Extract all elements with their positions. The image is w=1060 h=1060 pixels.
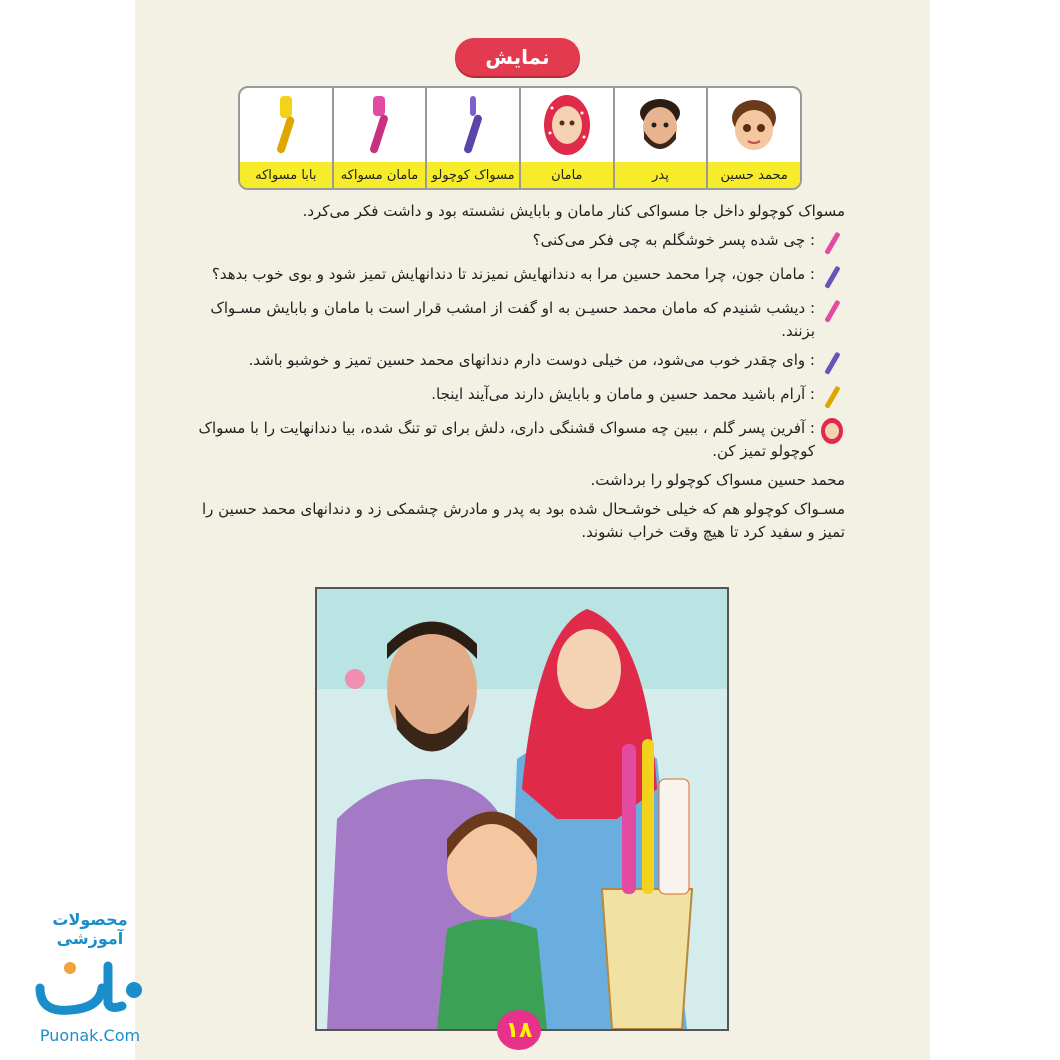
story-outro-1: محمد حسین مسواک کوچولو را برداشت. — [590, 471, 845, 489]
dialog-line — [180, 229, 845, 257]
yellow-toothbrush-icon — [266, 92, 306, 158]
family-bathroom-illustration — [315, 587, 729, 1031]
cast-cell-mother — [519, 88, 613, 188]
dialog-line — [180, 263, 845, 291]
pink-toothbrush-icon — [359, 92, 399, 158]
boy-face-icon — [728, 96, 780, 154]
puonak-logo-icon — [30, 948, 150, 1018]
mother-face-icon — [542, 93, 592, 157]
cast-label: مامان — [521, 162, 613, 188]
purple-toothbrush-icon — [453, 92, 493, 158]
pink-toothbrush-icon — [819, 297, 845, 325]
dialog-text: : چی شده پسر خوشگلم به چی فکر می‌کنی؟ — [532, 231, 815, 249]
dialog-line — [180, 383, 845, 411]
purple-toothbrush-icon — [819, 263, 845, 291]
publisher-watermark — [20, 910, 160, 1050]
dialog-text: : آفرین پسر گلم ، ببین چه مسواک قشنگی داری، دلش برای تو تنگ شده، بیا دندانهایت را با مسواک کوچولو تمیز کن. — [198, 419, 815, 460]
cast-cell-boy — [706, 88, 800, 188]
cast-strip — [238, 86, 802, 190]
yellow-toothbrush-icon — [819, 383, 845, 411]
purple-toothbrush-icon — [819, 349, 845, 377]
dialog-text: : مامان جون، چرا محمد حسین مرا به دندانهایش نمیزند تا دندانهایش تمیز شود و بوی خوب بدهد؟ — [211, 265, 815, 283]
cast-label: محمد حسین — [708, 162, 800, 188]
dialog-line — [180, 297, 845, 343]
cast-cell-mother-toothbrush — [332, 88, 426, 188]
cast-label: بابا مسواکه — [240, 162, 332, 188]
family-illustration-image — [317, 589, 727, 1029]
cast-cell-father-toothbrush — [240, 88, 332, 188]
cast-label: مامان مسواکه — [334, 162, 426, 188]
watermark-url: Puonak.Com — [39, 1026, 141, 1045]
story-outro-2: مسـواک کوچولو هم که خیلی خوشـحال شده بود به پدر و مادرش چشمکی زد و دندانهای محمد حسین را تمیز و سفید کرد تا هیچ وقت خراب نشوند. — [201, 500, 845, 541]
mother-face-icon — [819, 417, 845, 445]
pink-toothbrush-icon — [819, 229, 845, 257]
dialog-line — [180, 349, 845, 377]
cast-label: مسواک کوچولو — [427, 162, 519, 188]
story-intro: مسواک کوچولو داخل جا مسواکی کنار مامان و بابایش نشسته بود و داشت فکر می‌کرد. — [302, 202, 845, 220]
dialog-line — [180, 417, 845, 463]
dialog-text: : وای چقدر خوب می‌شود، من خیلی دوست دارم دندانهای محمد حسین تمیز و خوشبو باشد. — [248, 351, 815, 369]
father-face-icon — [635, 95, 685, 155]
page-number: ۱۸ — [497, 1010, 541, 1050]
dialog-text: : دیشب شنیدم که مامان محمد حسیـن به او گفت از امشب قرار است با مامان و بابایش مسـواک بزنند. — [210, 299, 815, 340]
cast-cell-father — [613, 88, 707, 188]
section-title: نمایش — [455, 38, 580, 76]
watermark-brand: محصولات آموزشی — [52, 910, 128, 948]
cast-cell-little-toothbrush — [425, 88, 519, 188]
dialog-text: : آرام باشید محمد حسین و مامان و بابایش دارند می‌آیند اینجا. — [431, 385, 815, 403]
cast-label: پدر — [615, 162, 707, 188]
story-text — [180, 200, 845, 550]
